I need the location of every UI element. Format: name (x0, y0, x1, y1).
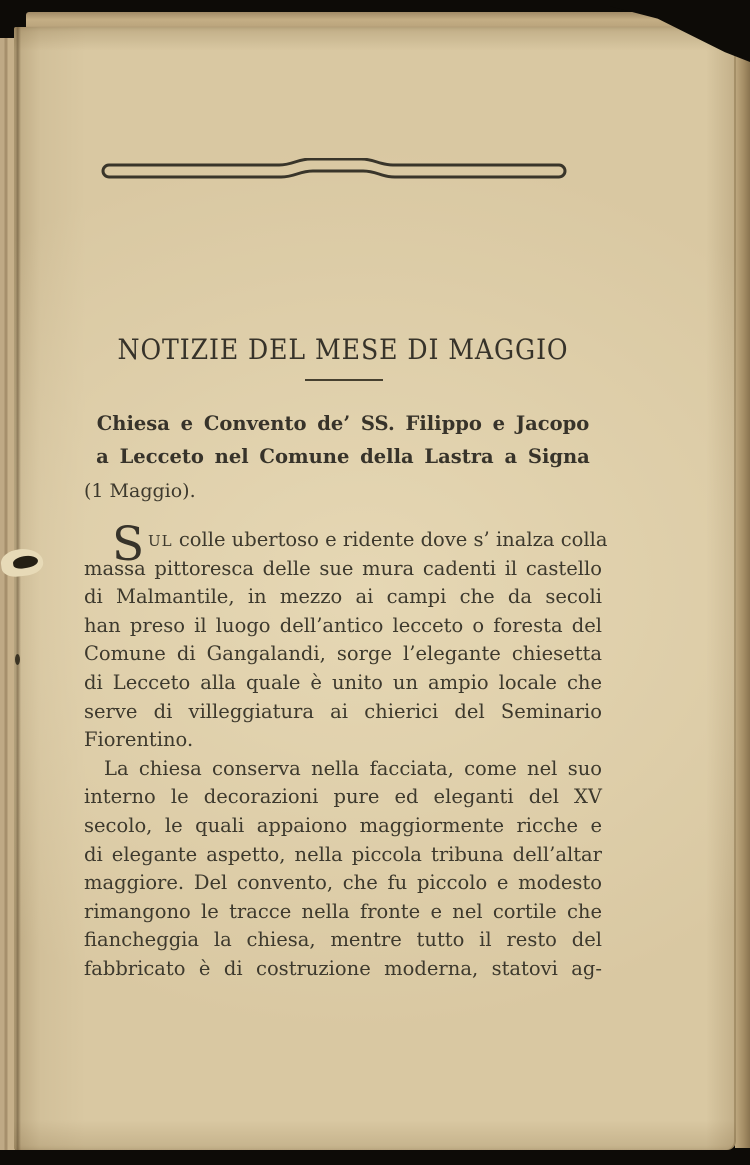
body-line: maggiore. Del convento, che fu piccolo e modesto (84, 871, 602, 895)
body-line: di Malmantile, in mezzo ai campi che da secoli (84, 585, 602, 609)
body-line: Fiorentino. (84, 728, 194, 752)
gutter-fold-line (15, 27, 21, 1150)
background-band-bottom (0, 1151, 750, 1165)
drop-cap-smallcaps: UL (148, 532, 173, 550)
body-line: fabbricato è di costruzione moderna, statovi ag- (84, 956, 602, 980)
body-line: serve di villeggiatura ai chierici del Seminario (84, 699, 602, 723)
body-text (84, 517, 608, 986)
body-line: La chiesa conserva nella facciata, come nel suo (104, 756, 602, 780)
body-line: interno le decorazioni pure ed eleganti del XV (84, 785, 602, 809)
section-heading-line1: Chiesa e Convento de’ SS. Filippo e Jacopo (96, 412, 590, 435)
section-heading-line2: a Lecceto nel Comune della Lastra a Signa (96, 445, 590, 468)
page-title: NOTIZIE DEL MESE DI MAGGIO (117, 333, 569, 366)
drop-cap-initial: S (112, 517, 145, 572)
body-line: han preso il luogo dell’antico lecceto o foresta del (84, 613, 602, 637)
body-line: fiancheggia la chiesa, mentre tutto il resto del (84, 928, 602, 952)
page-stack-right-edge (735, 28, 750, 1148)
body-line: Comune di Gangalandi, sorge l’elegante chiesetta (84, 642, 602, 666)
page-stack-left-edge (0, 38, 15, 1150)
ornament-rule-icon (93, 158, 577, 184)
body-line: di Lecceto alla quale è unito un ampio locale che (84, 670, 602, 694)
paper-tear-speck (15, 654, 20, 665)
body-line: secolo, le quali appaiono maggiormente ricche e (84, 813, 602, 837)
body-line: massa pittoresca delle sue mura cadenti il castello (84, 556, 602, 580)
date-note: (1 Maggio). (84, 480, 196, 502)
body-line-text: colle ubertoso e ridente dove s’ inalza colla (178, 528, 608, 551)
body-line: rimangono le tracce nella fronte e nel cortile che (84, 899, 602, 923)
book-page (14, 27, 736, 1150)
title-divider-rule (305, 379, 383, 381)
body-line: di elegante aspetto, nella piccola tribuna dell’altar (84, 842, 602, 866)
